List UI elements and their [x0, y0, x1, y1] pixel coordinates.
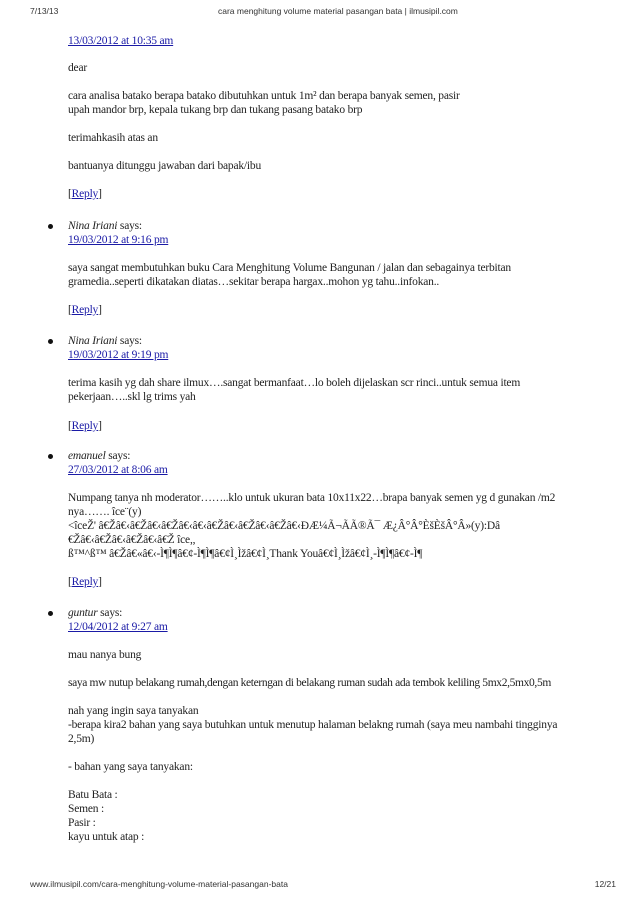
comment-text: 2,5m) — [68, 733, 95, 745]
comment-text: nah yang ingin saya tanyakan — [68, 705, 199, 717]
comment-date-link[interactable]: 19/03/2012 at 9:16 pm — [68, 234, 169, 246]
comment-text: ß™^ß™ â€Žâ€«â€‹-Ì¶Ì¶â€¢-Ì¶Ì¶â€¢Ì¸Ìžâ€¢Ì¸Thank Youâ€¢Ì¸Ìžâ€¢Ì¸-Ì¶Ì¶â€¢-Ì¶ — [68, 548, 423, 560]
comment-text: cara analisa batako berapa batako dibutuhkan untuk 1m² dan berapa banyak semen, pasir — [68, 90, 460, 102]
comment-text: - bahan yang saya tanyakan: — [68, 761, 193, 773]
reply-link[interactable]: Reply — [71, 576, 99, 588]
comment-text: -berapa kira2 bahan yang saya butuhkan untuk menutup halaman belakng rumah (saya meu nambahi tingginya — [68, 719, 558, 731]
reply-wrapper: [Reply] — [68, 304, 102, 316]
comment-date-link[interactable]: 12/04/2012 at 9:27 am — [68, 621, 168, 633]
print-title: cara menghitung volume material pasangan bata | ilmusipil.com — [218, 6, 458, 16]
footer-url: www.ilmusipil.com/cara-menghitung-volume-material-pasangan-bata — [30, 879, 288, 889]
comment-author: Nina Iriani — [68, 335, 118, 347]
comment-author: emanuel — [68, 450, 106, 462]
reply-wrapper: [Reply] — [68, 576, 102, 588]
page-number: 12/21 — [594, 879, 616, 889]
comment-author-line — [68, 606, 122, 620]
comment-text: dear — [68, 62, 87, 74]
says-label: says: — [117, 220, 142, 232]
reply-wrapper: [Reply] — [68, 188, 102, 200]
print-date: 7/13/13 — [30, 6, 59, 16]
list-bullet — [48, 611, 53, 616]
comment-text: pekerjaan…..skl lg trims yah — [68, 391, 196, 403]
list-bullet — [48, 224, 53, 229]
comment-text: nya……. îce¨(y) — [68, 506, 142, 518]
comment-text: kayu untuk atap : — [68, 831, 145, 843]
comment-text: saya mw nutup belakang rumah,dengan keterngan di belakang ruman sudah ada tembok keliling 5mx2,5mx0,5m — [68, 677, 551, 689]
comment-text: Numpang tanya nh moderator……..klo untuk ukuran bata 10x11x22…brapa banyak semen yg d gunakan /m2 — [68, 492, 556, 504]
comment-date-link[interactable]: 27/03/2012 at 8:06 am — [68, 464, 168, 476]
comment-text: gramedia..seperti dikatakan diatas…sekitar berapa hargax..mohon yg tahu..infokan.. — [68, 276, 440, 288]
comment-author: guntur — [68, 607, 98, 619]
says-label: says: — [117, 335, 142, 347]
comment-text: terima kasih yg dah share ilmux….sangat bermanfaat…lo boleh dijelaskan scr rinci..untuk semua item — [68, 377, 521, 389]
comment-text: €Žâ€‹â€Žâ€‹â€Žâ€‹â€Ž îce,, — [68, 534, 196, 546]
comment-text: bantuanya ditunggu jawaban dari bapak/ibu — [68, 160, 261, 172]
comment-text: <îceŽ' â€Žâ€‹â€Žâ€‹â€Žâ€‹â€‹â€Žâ€‹â€Žâ€‹â€Žâ€‹ÐÆ¼Ã¬ÃÃ®Ã¯ Æ¿Â°Â°ÈšÈšÂ°Â»(y):Dâ — [68, 520, 500, 532]
reply-link[interactable]: Reply — [71, 304, 99, 316]
comment-text: Batu Bata : — [68, 789, 118, 801]
says-label: says: — [97, 607, 123, 619]
says-label: says: — [105, 450, 131, 462]
reply-link[interactable]: Reply — [71, 420, 99, 432]
comment-date-link[interactable]: 19/03/2012 at 9:19 pm — [68, 349, 169, 361]
comment-author: Nina Iriani — [68, 220, 118, 232]
comment-author-line — [68, 219, 142, 233]
reply-wrapper: [Reply] — [68, 420, 102, 432]
print-header — [0, 6, 638, 20]
comment-author-line — [68, 449, 130, 463]
list-bullet — [48, 339, 53, 344]
comment-date-link[interactable]: 13/03/2012 at 10:35 am — [68, 35, 174, 47]
comment-text: terimahkasih atas an — [68, 132, 158, 144]
comment-text: upah mandor brp, kepala tukang brp dan tukang pasang batako brp — [68, 104, 363, 116]
reply-link[interactable]: Reply — [71, 188, 99, 200]
comment-text: Pasir : — [68, 817, 96, 829]
list-bullet — [48, 454, 53, 459]
comment-text: Semen : — [68, 803, 104, 815]
comment-author-line — [68, 334, 142, 348]
comment-text: mau nanya bung — [68, 649, 142, 661]
comment-text: saya sangat membutuhkan buku Cara Menghitung Volume Bangunan / jalan dan sebagainya terbitan — [68, 262, 511, 274]
